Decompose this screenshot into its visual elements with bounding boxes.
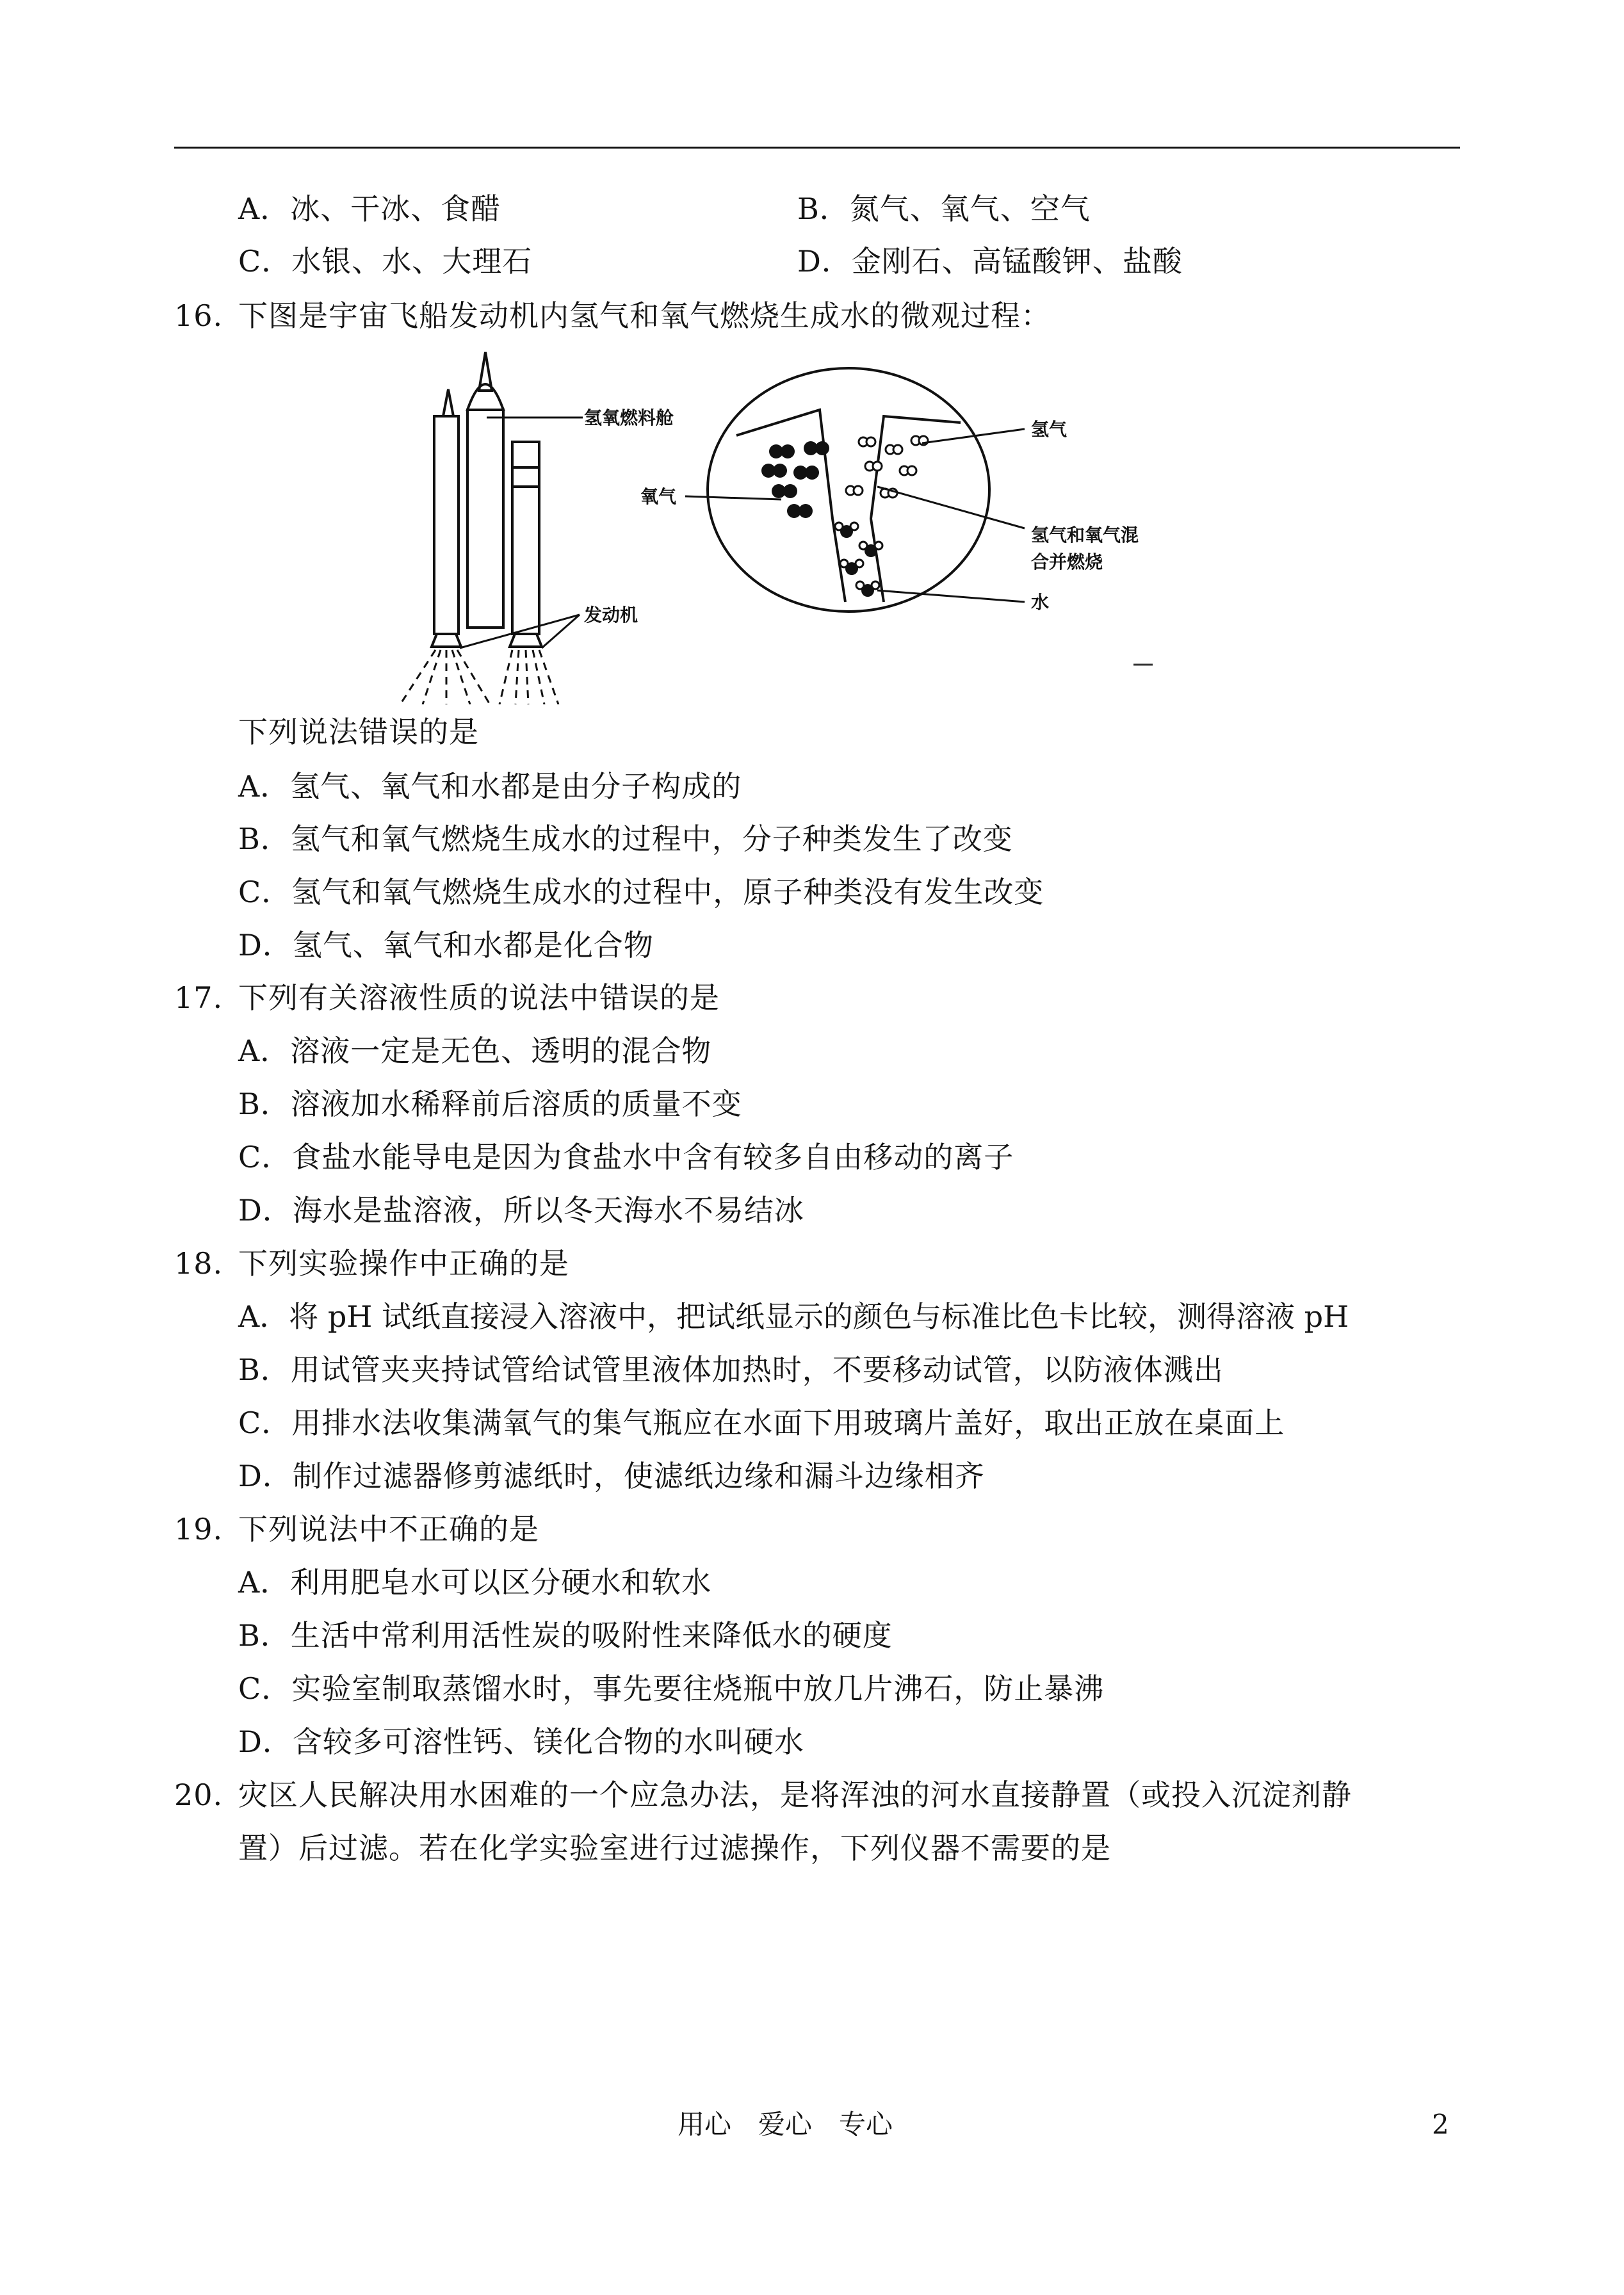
q16-option-d: D．氢气、氧气和水都是化合物 bbox=[238, 928, 654, 962]
rocket-drawing bbox=[432, 352, 542, 647]
q20-stem-line-1: 灾区人民解决用水困难的一个应急办法，是将浑浊的河水直接静置（或投入沉淀剂静 bbox=[238, 1778, 1352, 1812]
label-oxygen: 氧气 bbox=[640, 486, 677, 507]
label-hydrogen: 氢气 bbox=[1031, 419, 1068, 440]
label-mix-line-2: 合并燃烧 bbox=[1031, 551, 1103, 572]
q15-option-b: B．氮气、氧气、空气 bbox=[797, 191, 1091, 226]
q20-number: 20. bbox=[174, 1778, 223, 1812]
hydrogen-molecules bbox=[846, 436, 928, 498]
q17-option-a: A．溶液一定是无色、透明的混合物 bbox=[238, 1034, 712, 1068]
q19-option-b: B．生活中常利用活性炭的吸附性来降低水的硬度 bbox=[238, 1618, 893, 1653]
q16-option-b: B．氢气和氧气燃烧生成水的过程中，分子种类发生了改变 bbox=[238, 822, 1013, 856]
q19-option-c: C．实验室制取蒸馏水时，事先要往烧瓶中放几片沸石，防止暴沸 bbox=[238, 1671, 1105, 1706]
q20-stem-line-2: 置）后过滤。若在化学实验室进行过滤操作，下列仪器不需要的是 bbox=[238, 1831, 1111, 1865]
q15-option-d: D．金刚石、高锰酸钾、盐酸 bbox=[797, 244, 1183, 279]
q19-stem: 下列说法中不正确的是 bbox=[238, 1512, 539, 1546]
q19-option-d: D．含较多可溶性钙、镁化合物的水叫硬水 bbox=[238, 1724, 804, 1759]
q17-stem: 下列有关溶液性质的说法中错误的是 bbox=[238, 980, 720, 1015]
q18-option-d: D．制作过滤器修剪滤纸时，使滤纸边缘和漏斗边缘相齐 bbox=[238, 1459, 985, 1493]
q16-number: 16. bbox=[174, 298, 223, 333]
q18-stem: 下列实验操作中正确的是 bbox=[238, 1246, 569, 1281]
label-mix-line-1: 氢气和氧气混 bbox=[1031, 524, 1139, 546]
q17-number: 17. bbox=[174, 980, 223, 1015]
q17-option-d: D．海水是盐溶液，所以冬天海水不易结冰 bbox=[238, 1193, 804, 1228]
q15-option-c: C．水银、水、大理石 bbox=[238, 244, 533, 279]
label-water: 水 bbox=[1031, 592, 1050, 613]
q19-option-a: A．利用肥皂水可以区分硬水和软水 bbox=[238, 1565, 712, 1600]
q18-option-a: A．将 pH 试纸直接浸入溶液中，把试纸显示的颜色与标准比色卡比较，测得溶液 pH bbox=[238, 1299, 1349, 1334]
q16-prompt: 下列说法错误的是 bbox=[238, 715, 479, 749]
q17-option-c: C．食盐水能导电是因为食盐水中含有较多自由移动的离子 bbox=[238, 1140, 1014, 1174]
label-fuel-tank: 氢氧燃料舱 bbox=[584, 407, 674, 428]
q16-option-c: C．氢气和氧气燃烧生成水的过程中，原子种类没有发生改变 bbox=[238, 875, 1044, 909]
q15-option-a: A．冰、干冰、食醋 bbox=[238, 191, 501, 226]
header-rule bbox=[174, 147, 1460, 149]
label-engine: 发动机 bbox=[584, 604, 638, 626]
rocket-combustion-figure bbox=[384, 339, 1236, 704]
q19-number: 19. bbox=[174, 1512, 223, 1546]
exhaust-plumes bbox=[400, 650, 558, 704]
footer-motto: 用心 爱心 专心 bbox=[678, 2109, 893, 2140]
q16-option-a: A．氢气、氧气和水都是由分子构成的 bbox=[238, 769, 742, 804]
q18-option-b: B．用试管夹夹持试管给试管里液体加热时，不要移动试管，以防液体溅出 bbox=[238, 1352, 1224, 1387]
oxygen-molecules bbox=[761, 441, 829, 518]
q16-stem: 下图是宇宙飞船发动机内氢气和氧气燃烧生成水的微观过程： bbox=[238, 298, 1051, 333]
q18-number: 18. bbox=[174, 1246, 223, 1281]
page-number: 2 bbox=[1432, 2109, 1449, 2140]
q18-option-c: C．用排水法收集满氧气的集气瓶应在水面下用玻璃片盖好，取出正放在桌面上 bbox=[238, 1406, 1285, 1440]
q17-option-b: B．溶液加水稀释前后溶质的质量不变 bbox=[238, 1087, 742, 1121]
